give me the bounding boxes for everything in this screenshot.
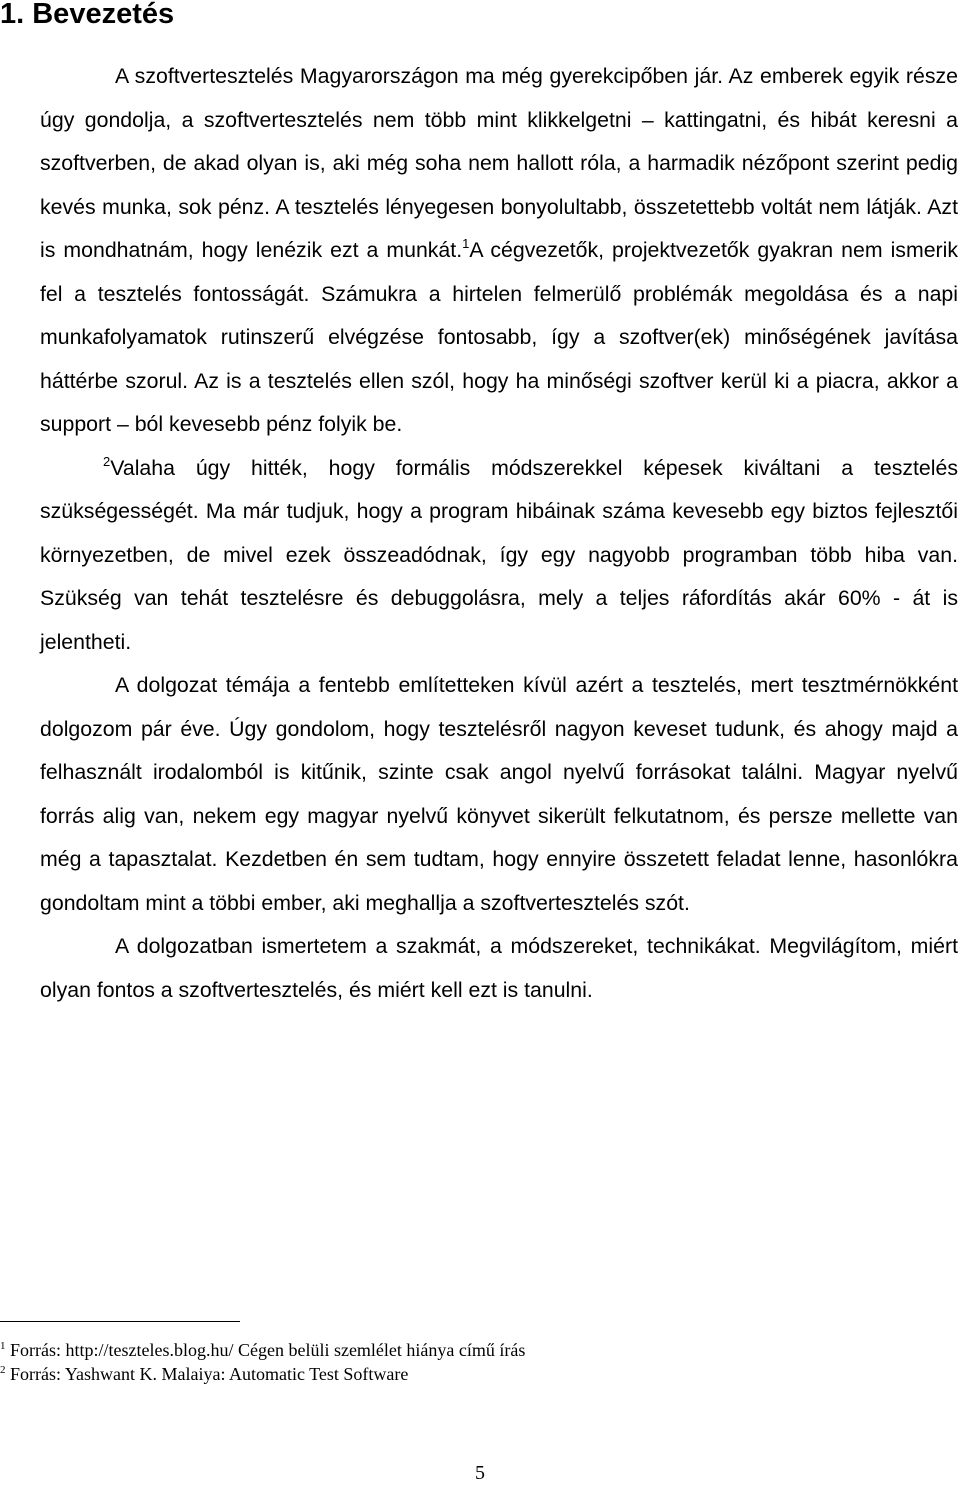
footnote-1-number: 1 (0, 1340, 6, 1352)
footnote-1-text: Forrás: http://teszteles.blog.hu/ Cégen belüli szemlélet hiánya című írás (10, 1340, 526, 1360)
footnote-ref-1[interactable]: 1 (462, 236, 470, 251)
paragraph-1-text-b: A cégvezetők, projektvezetők gyakran nem ismerik fel a tesztelés fontosságát. Számukra a hirtelen felmerülő problémák megoldása és a napi munkafolyamatok rutinszerű elvégzése fontosabb, így a szoftver(ek) minőségének javítása háttérbe szorul. Az is a tesztelés ellen szól, hogy ha minőségi szoftver kerül ki a piacra, akkor a support – ból kevesebb pénz folyik be. (40, 238, 959, 436)
chapter-heading: 1. Bevezetés (0, 0, 175, 30)
paragraph-3-text: A dolgozat témája a fentebb említetteken kívül azért a tesztelés, mert tesztmérnökként dolgozom pár éve. Úgy gondolom, hogy tesztelésről nagyon keveset tudunk, és ahogy majd a felhasznált irodalomból is kitűnik, szinte csak angol nyelvű forrásokat találni. Magyar nyelvű forrás alig van, nekem egy magyar nyelvű könyvet sikerült felkutatnom, és persze mellette van még a tapasztalat. Kezdetben én sem tudtam, hogy ennyire összetett feladat lenne, hasonlókra gondoltam mint a többi ember, aki meghallja a szoftvertesztelés szót. (40, 673, 958, 915)
page-number: 5 (475, 1462, 485, 1484)
footnote-2 (0, 1362, 940, 1386)
paragraph-2-text: Valaha úgy hitték, hogy formális módszerekkel képesek kiváltani a tesztelés szükségességét. Ma már tudjuk, hogy a program hibáinak száma kevesebb egy biztos fejlesztői környezetben, de mivel ezek összeadódnak, így egy nagyobb programban több hiba van. Szükség van tehát tesztelésre és debuggolásra, mely a teljes ráfordítás akár 60% - át is jelentheti. (40, 455, 958, 654)
footnote-separator (0, 1321, 240, 1322)
footnote-ref-2[interactable]: 2 (103, 453, 111, 469)
paragraph-1 (40, 55, 958, 447)
footnote-2-number: 2 (0, 1364, 6, 1376)
footnotes (0, 1338, 940, 1386)
footnote-2-text: Forrás: Yashwant K. Malaiya: Automatic Test Software (10, 1364, 409, 1384)
footnote-1 (0, 1338, 940, 1362)
paragraph-4 (40, 925, 958, 1012)
paragraph-1-text-a: A szoftvertesztelés Magyarországon ma még gyerekcipőben jár. Az emberek egyik része úgy gondolja, a szoftvertesztelés nem több mint klikkelgetni – kattingatni, és hibát keresni a szoftverben, de akad olyan is, aki még soha nem hallott róla, a harmadik nézőpont szerint pedig kevés munka, sok pénz. A tesztelés lényegesen bonyolultabb, összetettebb voltát nem látják. Azt is mondhatnám, hogy lenézik ezt a munkát. (40, 64, 958, 262)
body-text (40, 55, 958, 1012)
paragraph-3 (40, 664, 958, 925)
paragraph-2 (40, 447, 958, 665)
paragraph-4-text: A dolgozatban ismertetem a szakmát, a módszereket, technikákat. Megvilágítom, miért olyan fontos a szoftvertesztelés, és miért kell ezt is tanulni. (40, 934, 958, 1002)
